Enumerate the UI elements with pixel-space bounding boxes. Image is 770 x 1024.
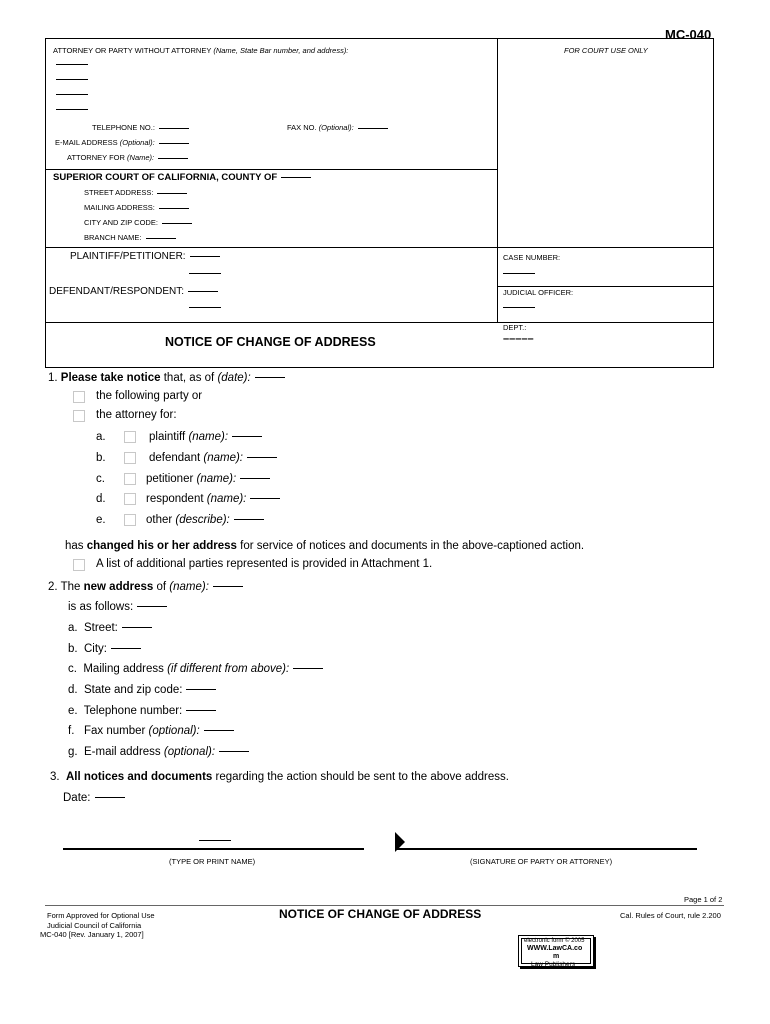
case-number-line[interactable] [503, 273, 535, 274]
header-divider [497, 38, 498, 323]
attorney-line-1[interactable] [56, 64, 88, 65]
plaintiff-checkbox[interactable] [124, 431, 136, 443]
option-b-letter: b. [96, 452, 106, 464]
footer-title: NOTICE OF CHANGE OF ADDRESS [279, 907, 482, 921]
other-option[interactable]: other (describe): [146, 514, 264, 526]
changed-address-text: has changed his or her address for service of notices and documents in the above-captioned action. [65, 540, 585, 552]
court-use-only: FOR COURT USE ONLY [564, 46, 648, 55]
case-divider-line [497, 286, 714, 287]
state-zip-field[interactable]: d. State and zip code: [68, 684, 216, 696]
telephone-number-field[interactable]: e. Telephone number: [68, 705, 216, 717]
form-title: NOTICE OF CHANGE OF ADDRESS [165, 335, 376, 349]
dept-label: DEPT.: [503, 323, 527, 332]
petitioner-option[interactable]: petitioner (name): [146, 473, 270, 485]
branch-name-field[interactable]: BRANCH NAME: [84, 233, 176, 242]
footer-rule [45, 905, 724, 906]
option-c-letter: c. [96, 473, 105, 485]
title-top-line [45, 322, 714, 323]
defendant-field[interactable]: DEFENDANT/RESPONDENT: [49, 286, 218, 297]
signature-line[interactable] [396, 848, 697, 850]
option-a-letter: a. [96, 431, 106, 443]
date-field[interactable]: Date: [63, 792, 125, 804]
city-zip-field[interactable]: CITY AND ZIP CODE: [84, 218, 192, 227]
fax-field[interactable]: FAX NO. (Optional): [287, 123, 388, 132]
other-checkbox[interactable] [124, 514, 136, 526]
following-party-label: the following party or [96, 390, 203, 402]
type-print-name-label: (TYPE OR PRINT NAME) [169, 857, 256, 866]
court-title[interactable]: SUPERIOR COURT OF CALIFORNIA, COUNTY OF [53, 172, 311, 183]
stamp-line-3: m [553, 953, 560, 960]
item1-lead[interactable]: 1. Please take notice that, as of (date): [48, 372, 285, 384]
attorney-for-label: the attorney for: [96, 409, 177, 421]
plaintiff-line-2[interactable] [189, 273, 221, 274]
signature-label: (SIGNATURE OF PARTY OR ATTORNEY) [470, 857, 613, 866]
stamp-line-4: Law Publishers [531, 961, 576, 968]
form-number: MC-040 [665, 27, 712, 42]
plaintiff-field[interactable]: PLAINTIFF/PETITIONER: [70, 251, 220, 262]
dept-value[interactable]: ––––– [503, 333, 534, 345]
street-field[interactable]: a. Street: [68, 622, 152, 634]
petitioner-checkbox[interactable] [124, 473, 136, 485]
item2-lead[interactable]: 2. The new address of (name): [48, 581, 243, 593]
mailing-address-new-field[interactable]: c. Mailing address (if different from above): [68, 663, 323, 675]
option-e-letter: e. [96, 514, 106, 526]
street-address-field[interactable]: STREET ADDRESS: [84, 188, 187, 197]
print-name-short-line[interactable] [199, 840, 231, 841]
attorney-line-2[interactable] [56, 79, 88, 80]
item3-text: 3. All notices and documents regarding the action should be sent to the above address. [50, 771, 509, 783]
attorney-for-checkbox[interactable] [73, 410, 85, 422]
stamp-line-2: WWW.LawCA.co [527, 945, 583, 952]
publisher-stamp [518, 935, 594, 967]
attachment-checkbox[interactable] [73, 559, 85, 571]
judicial-officer-label: JUDICIAL OFFICER: [503, 288, 574, 297]
email-address-field[interactable]: g. E-mail address (optional): [68, 746, 249, 758]
stamp-line-1: electronic form © 2005 [524, 938, 585, 944]
telephone-field[interactable]: TELEPHONE NO.: [92, 123, 189, 132]
judicial-officer-line[interactable] [503, 307, 535, 308]
case-number-label: CASE NUMBER: [503, 253, 561, 262]
defendant-line-2[interactable] [189, 307, 221, 308]
attachment-label: A list of additional parties represented is provided in Attachment 1. [96, 558, 433, 570]
defendant-option[interactable]: defendant (name): [149, 452, 277, 464]
footer-rev: MC-040 [Rev. January 1, 2007] [40, 930, 144, 939]
attorney-line-4[interactable] [56, 109, 88, 110]
city-field[interactable]: b. City: [68, 643, 141, 655]
plaintiff-option[interactable]: plaintiff (name): [149, 431, 262, 443]
footer-approved: Form Approved for Optional Use [47, 911, 155, 920]
mailing-address-field[interactable]: MAILING ADDRESS: [84, 203, 189, 212]
attorney-line-3[interactable] [56, 94, 88, 95]
attorney-label: ATTORNEY OR PARTY WITHOUT ATTORNEY (Name, State Bar number, and address): [53, 46, 349, 55]
defendant-checkbox[interactable] [124, 452, 136, 464]
footer-council: Judicial Council of California [47, 921, 142, 930]
respondent-option[interactable]: respondent (name): [146, 493, 280, 505]
email-field[interactable]: E-MAIL ADDRESS (Optional): [55, 138, 189, 147]
parties-top-line [45, 247, 714, 248]
following-party-checkbox[interactable] [73, 391, 85, 403]
page-number: Page 1 of 2 [684, 895, 723, 904]
respondent-checkbox[interactable] [124, 493, 136, 505]
attorney-for-field[interactable]: ATTORNEY FOR (Name): [67, 153, 188, 162]
footer-rules: Cal. Rules of Court, rule 2.200 [620, 911, 721, 920]
as-follows-field[interactable]: is as follows: [68, 601, 167, 613]
fax-number-field[interactable]: f. Fax number (optional): [68, 725, 234, 737]
print-name-line[interactable] [63, 848, 364, 850]
option-d-letter: d. [96, 493, 106, 505]
court-top-line [45, 169, 497, 170]
